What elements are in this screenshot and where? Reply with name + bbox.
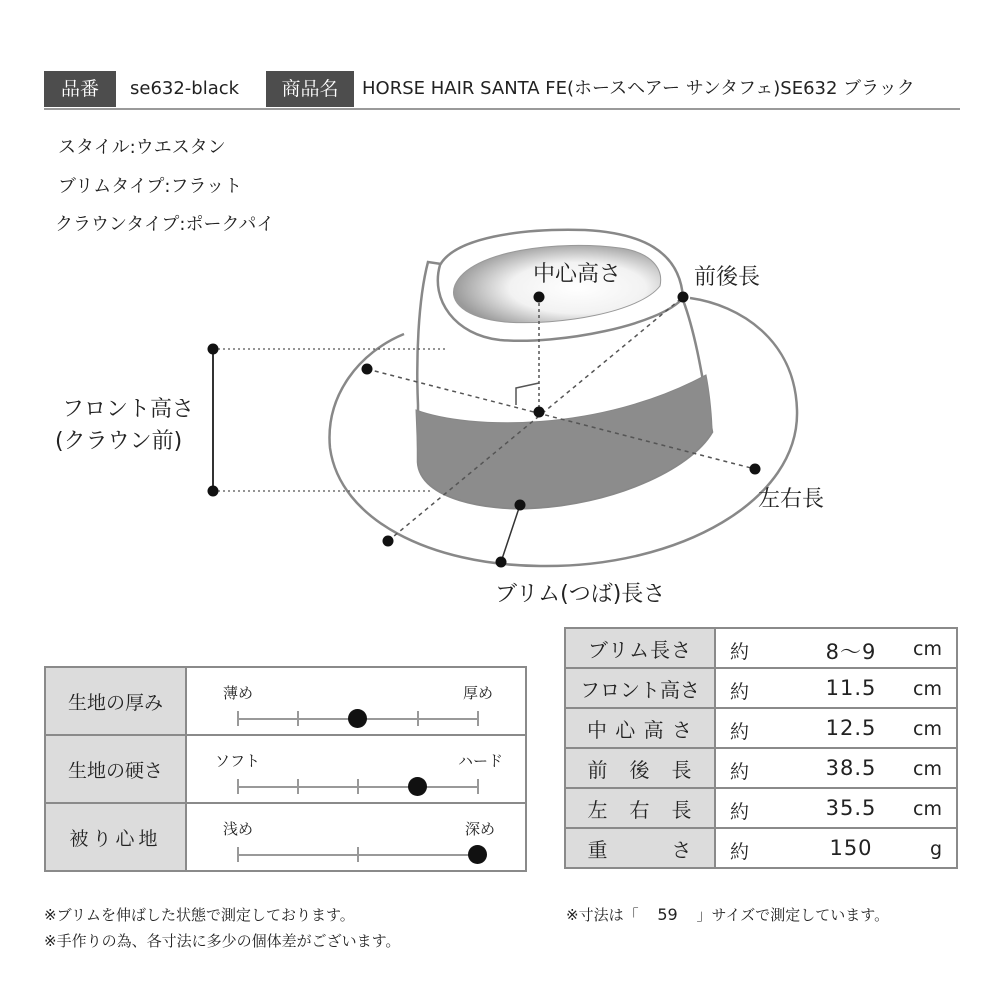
size-value-cell [715, 668, 957, 708]
product-code-label: 品番 [44, 71, 116, 107]
label-front-height: フロント高さ [62, 397, 195, 422]
center-height-dot [534, 292, 545, 303]
center-dot [534, 407, 545, 418]
fabric-scale [186, 803, 526, 871]
scale-tick [297, 711, 299, 726]
size-unit: cm [913, 638, 942, 660]
size-value-cell [715, 828, 957, 868]
note-size-suffix: 」サイズで測定しています。 [696, 906, 890, 924]
size-unit: cm [913, 758, 942, 780]
size-row [565, 668, 957, 708]
size-row [565, 828, 957, 868]
fabric-row-hardness [45, 735, 526, 803]
size-key: 左 右 長 [565, 788, 715, 828]
size-approx: 約 [730, 721, 750, 743]
size-unit: cm [913, 798, 942, 820]
product-name-label: 商品名 [266, 71, 354, 107]
size-unit: cm [913, 718, 942, 740]
size-key: 中 心 高 さ [565, 708, 715, 748]
size-number: 11.5 [825, 676, 877, 700]
scale-level-dot [468, 845, 487, 864]
size-number: 12.5 [825, 716, 877, 740]
size-row [565, 628, 957, 668]
size-row [565, 708, 957, 748]
scale-left-label: ソフト [215, 752, 261, 770]
scale-right-label: 厚め [462, 684, 493, 702]
fabric-row-thickness [45, 667, 526, 735]
scale-left-label: 薄め [223, 684, 254, 702]
size-value-cell [715, 748, 957, 788]
size-key: 前 後 長 [565, 748, 715, 788]
label-center-height: 中心高さ [533, 262, 622, 287]
size-number: 8〜9 [825, 640, 877, 664]
label-left-right: 左右長 [758, 487, 825, 512]
product-code-value: se632-black [130, 78, 240, 99]
size-approx: 約 [730, 761, 750, 783]
note-handmade: ※手作りの為、各寸法に多少の個体差がございます。 [44, 932, 401, 950]
note-size-value: 59 [657, 905, 678, 924]
scale-right-label: ハード [457, 752, 503, 770]
fabric-label: 生地の厚み [45, 667, 186, 735]
product-name-value: HORSE HAIR SANTA FE(ホースヘアー サンタフェ)SE632 ブラック [362, 78, 915, 99]
scale-tick [237, 779, 239, 794]
size-key: ブリム長さ [565, 628, 715, 668]
size-number: 150 [829, 836, 873, 860]
size-approx: 約 [730, 801, 750, 823]
scale-left-label: 浅め [223, 820, 254, 838]
note-size-prefix: ※寸法は「 [566, 906, 639, 924]
size-value-cell [715, 788, 957, 828]
front-back-top-dot [678, 292, 689, 303]
size-value-cell [715, 628, 957, 668]
spec-brim-type: ブリムタイプ:フラット [58, 176, 243, 197]
note-brim: ※ブリムを伸ばした状態で測定しております。 [44, 906, 355, 924]
scale-tick [237, 711, 239, 726]
size-key: フロント高さ [565, 668, 715, 708]
brim-band-dot [515, 500, 526, 511]
front-height-top-dot [208, 344, 219, 355]
scale-tick [477, 779, 479, 794]
fabric-label: 生地の硬さ [45, 735, 186, 803]
scale-tick [237, 847, 239, 862]
scale-level-dot [348, 709, 367, 728]
size-number: 38.5 [825, 756, 877, 780]
left-right-left-dot [362, 364, 373, 375]
fabric-label: 被り心地 [45, 803, 186, 871]
fabric-scale [186, 735, 526, 803]
spec-crown-type: クラウンタイプ:ポークパイ [55, 214, 275, 235]
left-right-right-dot [750, 464, 761, 475]
label-front-height-sub: (クラウン前) [55, 429, 183, 454]
size-row [565, 788, 957, 828]
front-height-bottom-dot [208, 486, 219, 497]
front-back-bottom-dot [383, 536, 394, 547]
size-key: 重 さ [565, 828, 715, 868]
size-number: 35.5 [825, 796, 877, 820]
size-table [564, 627, 958, 869]
label-front-back: 前後長 [694, 265, 761, 290]
fabric-scale [186, 667, 526, 735]
fabric-table [44, 666, 527, 872]
scale-level-dot [408, 777, 427, 796]
size-approx: 約 [730, 841, 750, 863]
note-size [566, 904, 889, 925]
size-row [565, 748, 957, 788]
size-value-cell [715, 708, 957, 748]
scale-right-label: 深め [464, 820, 495, 838]
scale-tick [477, 711, 479, 726]
label-brim-length: ブリム(つば)長さ [495, 582, 666, 607]
scale-tick [357, 847, 359, 862]
size-approx: 約 [730, 681, 750, 703]
spec-style: スタイル:ウエスタン [58, 137, 226, 158]
fabric-row-fit [45, 803, 526, 871]
size-unit: cm [913, 678, 942, 700]
size-unit: g [929, 838, 942, 860]
scale-tick [357, 779, 359, 794]
scale-tick [297, 779, 299, 794]
scale-tick [417, 711, 419, 726]
size-approx: 約 [730, 641, 750, 663]
brim-edge-dot [496, 557, 507, 568]
